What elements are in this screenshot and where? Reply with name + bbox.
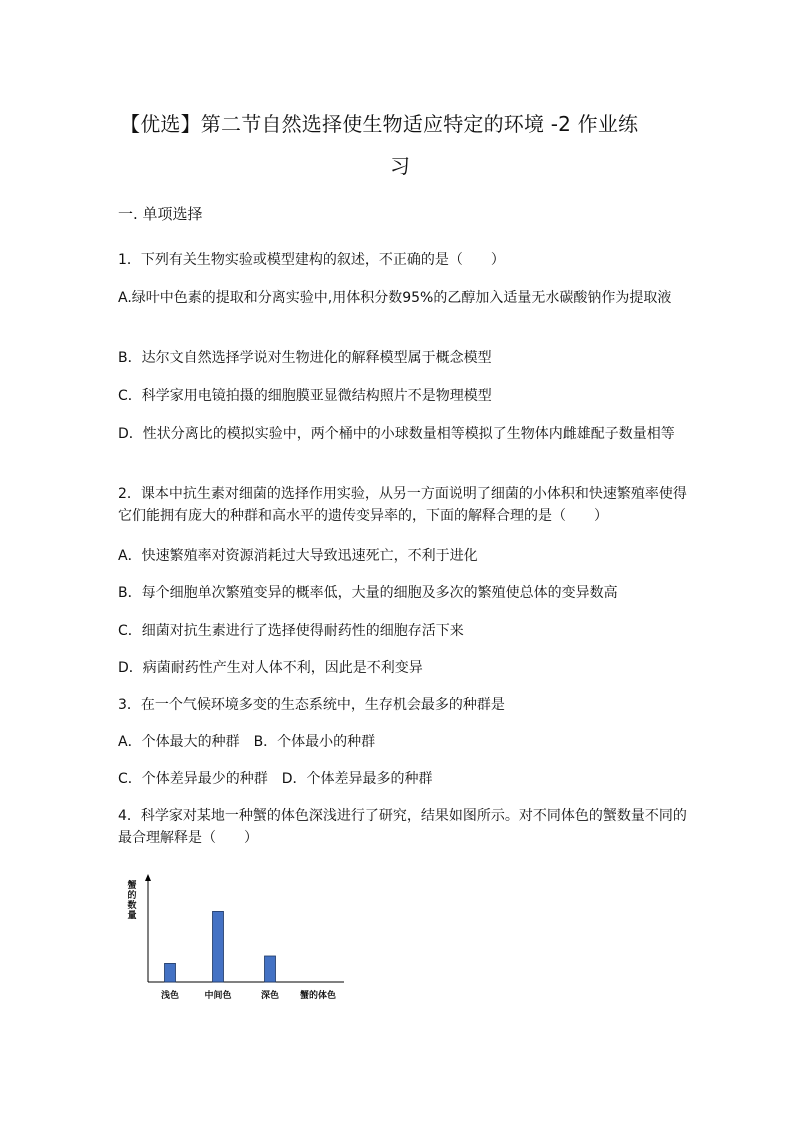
category-label-1: 浅色 xyxy=(160,991,180,1001)
title-line-1: 【优选】第二节自然选择使生物适应特定的环境 -2 作业练 xyxy=(120,112,639,136)
category-label-3: 深色 xyxy=(260,991,280,1001)
crab-color-bar-chart xyxy=(112,870,352,1005)
question-1-stem: 1．下列有关生物实验或模型建构的叙述，不正确的是（ ） xyxy=(118,252,505,268)
question-4-stem: 4．科学家对某地一种蟹的体色深浅进行了研究，结果如图所示。对不同体色的蟹数量不同的最合理解释是（ ） xyxy=(118,808,687,846)
question-2-stem: 2．课本中抗生素对细菌的选择作用实验，从另一方面说明了细菌的小体积和快速繁殖率使得它们能拥有庞大的种群和高水平的遗传变异率的，下面的解释合理的是（ ） xyxy=(118,486,687,524)
y-axis-arrow xyxy=(145,874,151,881)
question-3-stem: 3．在一个气候环境多变的生态系统中，生存机会最多的种群是 xyxy=(118,697,505,713)
category-label-2: 中间色 xyxy=(204,991,232,1001)
category-labels-group xyxy=(160,989,279,1001)
question-2-option-b: B．每个细胞单次繁殖变异的概率低，大量的细胞及多次的繁殖使总体的变异数高 xyxy=(118,585,618,601)
question-1-option-b: B．达尔文自然选择学说对生物进化的解释模型属于概念模型 xyxy=(118,350,492,366)
question-1-option-d: D．性状分离比的模拟实验中，两个桶中的小球数量相等模拟了生物体内雌雄配子数量相等 xyxy=(118,426,675,442)
document-title xyxy=(120,103,680,187)
bars-group xyxy=(165,911,276,982)
question-3-options-ab: A．个体最大的种群 B．个体最小的种群 xyxy=(118,734,376,750)
section-heading: 一. 单项选择 xyxy=(118,205,203,223)
question-1-option-a: A.绿叶中色素的提取和分离实验中,用体积分数95%的乙醇加入适量无水碳酸钠作为提取液 xyxy=(118,290,672,306)
bar-3 xyxy=(265,956,276,982)
y-axis-label: 蟹的数量 xyxy=(127,881,137,921)
title-line-2: 习 xyxy=(390,154,410,178)
x-axis-label: 蟹的体色 xyxy=(300,991,337,1001)
bar-1 xyxy=(165,963,176,982)
question-2-option-a: A．快速繁殖率对资源消耗过大导致迅速死亡，不利于进化 xyxy=(118,548,478,564)
question-2-option-d: D．病菌耐药性产生对人体不利，因此是不利变异 xyxy=(118,660,423,676)
question-2-option-c: C．细菌对抗生素进行了选择使得耐药性的细胞存活下来 xyxy=(118,623,464,639)
bar-2 xyxy=(213,911,224,982)
question-1-option-c: C．科学家用电镜拍摄的细胞膜亚显微结构照片不是物理模型 xyxy=(118,388,492,404)
question-3-options-cd: C．个体差异最少的种群 D．个体差异最多的种群 xyxy=(118,771,433,787)
